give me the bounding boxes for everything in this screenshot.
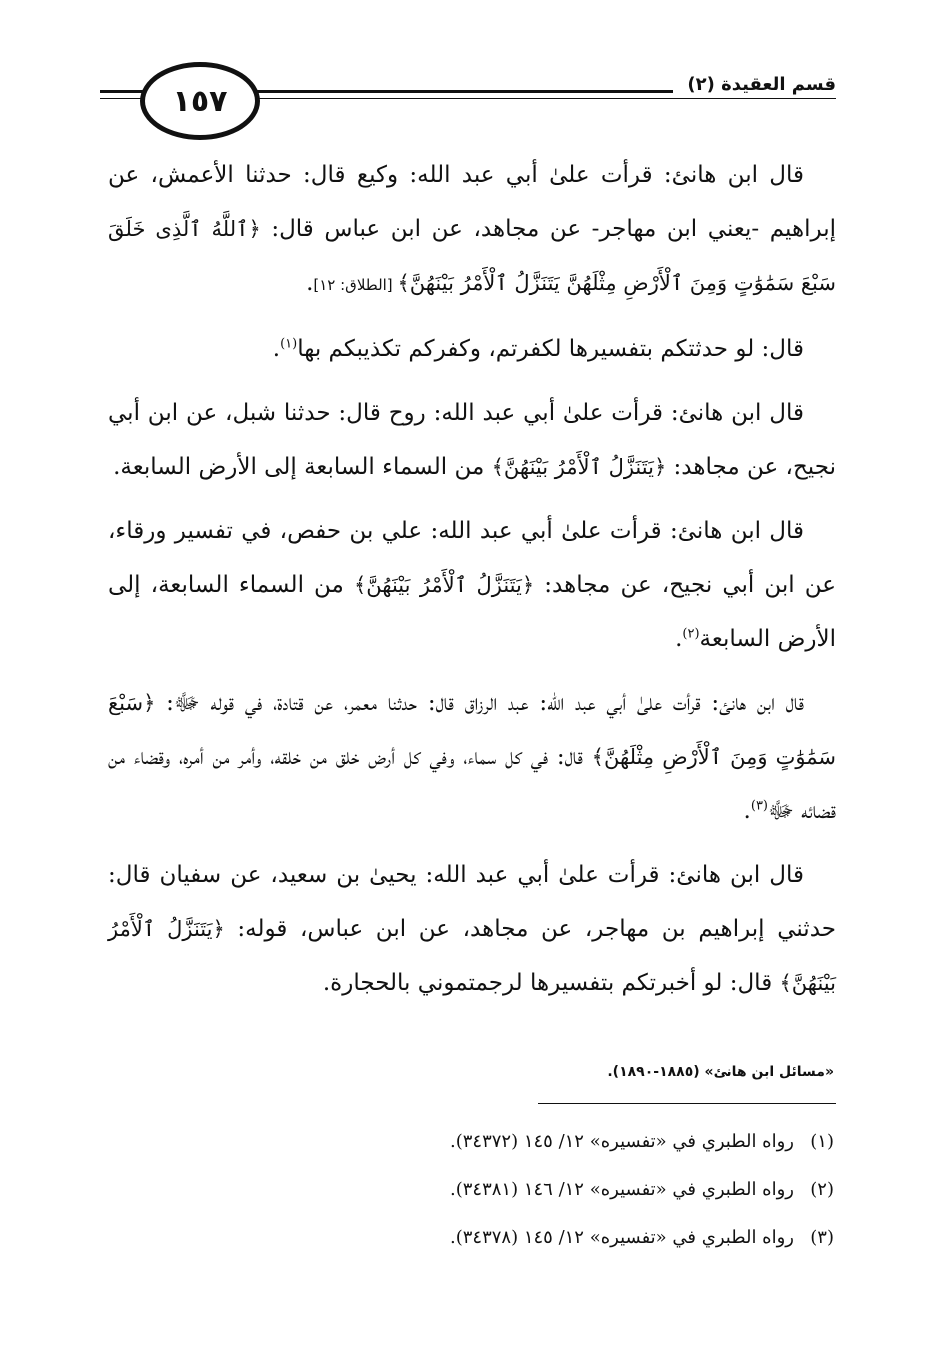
- paragraph-text: قال ابن هانئ: قرأت علىٰ أبي عبد الله: علي بن حفص، في تفسير ورقاء، عن ابن أبي نجيح، عن مجاهد:: [108, 518, 836, 598]
- footnote-number: (٢): [810, 1179, 834, 1200]
- footnote-item: [106, 1214, 834, 1262]
- paragraph-text: من السماء السابعة، إلى الأرض السابعة: [108, 572, 836, 652]
- paragraph-text: قال: في كل سماء، وفي كل أرض خلق من خلقه، وأمر من أمره، وقضاء من قضائه ﷻ: [108, 744, 836, 824]
- page-header: [100, 60, 836, 140]
- footnote-divider: [538, 1103, 836, 1104]
- paragraph: [108, 386, 836, 494]
- quran-verse: ﴿يَتَنَزَّلُ ٱلْأَمْرُ بَيْنَهُنَّ﴾: [108, 917, 836, 995]
- footnotes: [106, 1118, 834, 1262]
- quran-verse: ﴿سَبْعَ سَمَٰوَٰتٍ وَمِنَ ٱلْأَرْضِ مِثْلَهُنَّ﴾: [108, 691, 837, 769]
- main-text: [108, 148, 836, 1020]
- paragraph: [108, 676, 836, 838]
- paragraph-text: قال ابن هانئ: قرأت علىٰ أبي عبد الله: عبد الرزاق قال: حدثنا معمر، عن قتادة، في قوله ﷻ:: [155, 690, 804, 716]
- paragraph: [108, 504, 836, 666]
- paragraph-text: قال ابن هانئ: قرأت علىٰ أبي عبد الله: يحيىٰ بن سعيد، عن سفيان قال: حدثني إبراهيم بن مهاجر، عن مجاهد، عن ابن عباس، قوله:: [108, 862, 836, 942]
- quran-verse: ﴿ٱللَّهُ ٱلَّذِى خَلَقَ سَبْعَ سَمَٰوَٰتٍ وَمِنَ ٱلْأَرْضِ مِثْلَهُنَّ يَتَنَزَّلُ ٱلْأَمْرُ بَيْنَهُنَّ﴾: [108, 217, 836, 295]
- paragraph-text: قال ابن هانئ: قرأت علىٰ أبي عبد الله: روح قال: حدثنا شبل، عن ابن أبي نجيح، عن مجاهد:: [108, 400, 836, 480]
- paragraph-text: .: [743, 798, 751, 824]
- footnote-text: رواه الطبري في «تفسيره» ١٢/ ١٤٥ (٣٤٣٧٨).: [449, 1227, 794, 1248]
- paragraph-text: قال ابن هانئ: قرأت علىٰ أبي عبد الله: وكيع قال: حدثنا الأعمش، عن إبراهيم -يعني ابن مهاجر- عن مجاهد، عن ابن عباس قال:: [108, 162, 836, 242]
- verse-reference: [الطلاق: ١٢]: [313, 276, 398, 294]
- page-number: ١٥٧: [140, 62, 260, 140]
- footnote-number: (٣): [810, 1227, 834, 1248]
- paragraph: [108, 148, 836, 312]
- footnote-item: [106, 1166, 834, 1214]
- paragraph-text: .: [306, 270, 314, 296]
- quran-verse: ﴿يَتَنَزَّلُ ٱلْأَمْرُ بَيْنَهُنَّ﴾: [491, 455, 667, 479]
- paragraph-text: .: [272, 336, 281, 362]
- footnote-number: (١): [810, 1131, 834, 1152]
- section-title: قسم العقيدة (٢): [673, 74, 836, 95]
- paragraph-text: من السماء السابعة إلى الأرض السابعة.: [113, 454, 492, 480]
- footnote-text: رواه الطبري في «تفسيره» ١٢/ ١٤٥ (٣٤٣٧٢).: [449, 1131, 794, 1152]
- source-note: «مسائل ابن هانئ» (١٨٨٥-١٨٩٠).: [607, 1064, 834, 1080]
- quran-verse: ﴿يَتَنَزَّلُ ٱلْأَمْرُ بَيْنَهُنَّ﴾: [353, 573, 535, 597]
- paragraph: [108, 322, 836, 376]
- footnote-marker: (١): [280, 336, 298, 352]
- footnote-marker: (٢): [682, 626, 700, 642]
- paragraph: [108, 848, 836, 1010]
- footnote-marker: (٣): [750, 798, 768, 814]
- footnote-item: [106, 1118, 834, 1166]
- footnote-text: رواه الطبري في «تفسيره» ١٢/ ١٤٦ (٣٤٣٨١).: [449, 1179, 794, 1200]
- paragraph-text: .: [675, 626, 683, 652]
- paragraph-text: قال: لو أخبرتكم بتفسيرها لرجمتموني بالحجارة.: [322, 970, 780, 996]
- paragraph-text: قال: لو حدثتكم بتفسيرها لكفرتم، وكفركم تكذيبكم بها: [297, 336, 804, 362]
